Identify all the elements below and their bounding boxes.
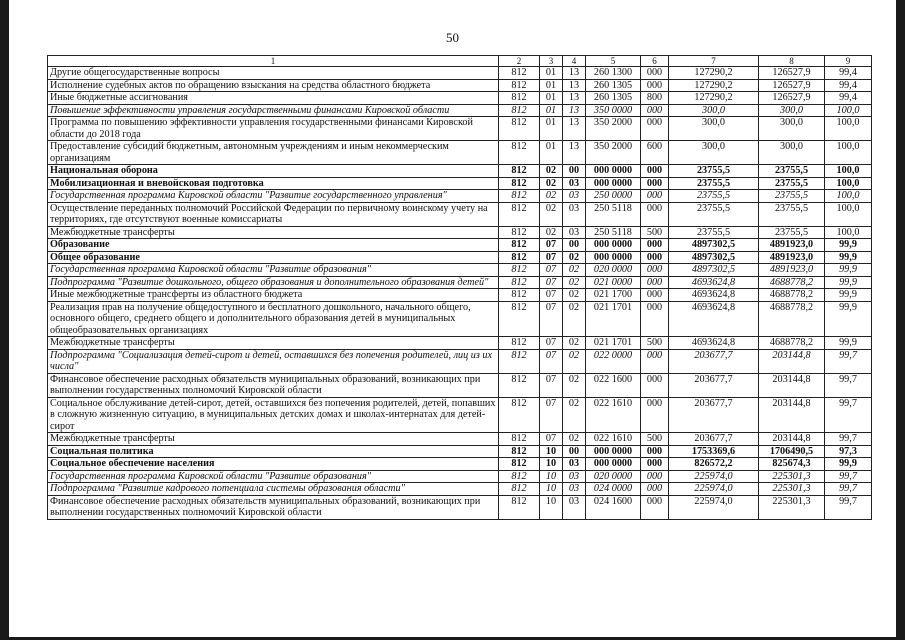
table-row — [48, 483, 872, 496]
executed-amount-cell: 203144,8 — [759, 349, 825, 373]
table-row — [48, 301, 872, 337]
execution-percent-cell: 100,0 — [825, 226, 872, 239]
execution-percent-cell: 99,7 — [825, 349, 872, 373]
execution-percent-cell: 100,0 — [825, 202, 872, 226]
expense-type-code-cell: 000 — [641, 202, 669, 226]
executed-amount-cell: 203144,8 — [759, 373, 825, 397]
row-name-cell: Подпрограмма "Развитие кадрового потенциала системы образования области" — [48, 483, 499, 496]
section-code-cell: 10 — [540, 470, 563, 483]
grbs-code-cell: 812 — [499, 373, 540, 397]
approved-amount-cell: 23755,5 — [669, 202, 759, 226]
target-item-code-cell: 260 1305 — [586, 79, 641, 92]
subsection-code-cell: 03 — [563, 202, 586, 226]
target-item-code-cell: 250 0000 — [586, 190, 641, 203]
grbs-code-cell: 812 — [499, 226, 540, 239]
execution-percent-cell: 99,7 — [825, 433, 872, 446]
section-code-cell: 02 — [540, 165, 563, 178]
executed-amount-cell: 300,0 — [759, 141, 825, 165]
row-name-cell: Социальное обеспечение населения — [48, 458, 499, 471]
approved-amount-cell: 300,0 — [669, 117, 759, 141]
execution-percent-cell: 100,0 — [825, 117, 872, 141]
section-code-cell: 01 — [540, 67, 563, 80]
subsection-code-cell: 13 — [563, 117, 586, 141]
execution-percent-cell: 100,0 — [825, 165, 872, 178]
expense-type-code-cell: 000 — [641, 483, 669, 496]
target-item-code-cell: 020 0000 — [586, 264, 641, 277]
target-item-code-cell: 000 0000 — [586, 445, 641, 458]
executed-amount-cell: 126527,9 — [759, 67, 825, 80]
row-name-cell: Программа по повышению эффективности управления государственными финансами Кировской области до 2018 года — [48, 117, 499, 141]
grbs-code-cell: 812 — [499, 445, 540, 458]
table-row — [48, 67, 872, 80]
row-name-cell: Государственная программа Кировской области "Развитие образования" — [48, 470, 499, 483]
subsection-code-cell: 02 — [563, 433, 586, 446]
subsection-code-cell: 02 — [563, 251, 586, 264]
table-row — [48, 251, 872, 264]
grbs-code-cell: 812 — [499, 79, 540, 92]
approved-amount-cell: 23755,5 — [669, 226, 759, 239]
target-item-code-cell: 021 1701 — [586, 301, 641, 337]
header-cell: 7 — [669, 56, 759, 67]
subsection-code-cell: 00 — [563, 239, 586, 252]
header-cell: 6 — [641, 56, 669, 67]
table-row — [48, 373, 872, 397]
expense-type-code-cell: 500 — [641, 337, 669, 350]
target-item-code-cell: 350 2000 — [586, 141, 641, 165]
execution-percent-cell: 99,7 — [825, 483, 872, 496]
execution-percent-cell: 99,4 — [825, 79, 872, 92]
grbs-code-cell: 812 — [499, 165, 540, 178]
header-cell: 8 — [759, 56, 825, 67]
section-code-cell: 01 — [540, 141, 563, 165]
execution-percent-cell: 99,7 — [825, 495, 872, 519]
subsection-code-cell: 03 — [563, 458, 586, 471]
executed-amount-cell: 4688778,2 — [759, 276, 825, 289]
target-item-code-cell: 022 0000 — [586, 349, 641, 373]
executed-amount-cell: 300,0 — [759, 104, 825, 117]
target-item-code-cell: 024 1600 — [586, 495, 641, 519]
table-row — [48, 289, 872, 302]
execution-percent-cell: 99,9 — [825, 264, 872, 277]
execution-percent-cell: 99,9 — [825, 239, 872, 252]
executed-amount-cell: 4688778,2 — [759, 301, 825, 337]
subsection-code-cell: 03 — [563, 190, 586, 203]
expense-type-code-cell: 000 — [641, 289, 669, 302]
approved-amount-cell: 23755,5 — [669, 165, 759, 178]
section-code-cell: 10 — [540, 483, 563, 496]
expense-type-code-cell: 000 — [641, 495, 669, 519]
target-item-code-cell: 350 2000 — [586, 117, 641, 141]
approved-amount-cell: 225974,0 — [669, 470, 759, 483]
grbs-code-cell: 812 — [499, 470, 540, 483]
approved-amount-cell: 127290,2 — [669, 79, 759, 92]
target-item-code-cell: 000 0000 — [586, 251, 641, 264]
row-name-cell: Межбюджетные трансферты — [48, 226, 499, 239]
grbs-code-cell: 812 — [499, 104, 540, 117]
table-row — [48, 239, 872, 252]
section-code-cell: 01 — [540, 92, 563, 105]
row-name-cell: Подпрограмма "Развитие дошкольного, общего образования и дополнительного образования детей" — [48, 276, 499, 289]
grbs-code-cell: 812 — [499, 276, 540, 289]
header-cell: 1 — [48, 56, 499, 67]
row-name-cell: Подпрограмма "Социализация детей-сирот и детей, оставшихся без попечения родителей, лиц из их числа" — [48, 349, 499, 373]
section-code-cell: 07 — [540, 301, 563, 337]
target-item-code-cell: 022 1610 — [586, 397, 641, 433]
subsection-code-cell: 13 — [563, 67, 586, 80]
executed-amount-cell: 225301,3 — [759, 495, 825, 519]
grbs-code-cell: 812 — [499, 117, 540, 141]
approved-amount-cell: 4693624,8 — [669, 276, 759, 289]
row-name-cell: Социальная политика — [48, 445, 499, 458]
approved-amount-cell: 4897302,5 — [669, 251, 759, 264]
expense-type-code-cell: 000 — [641, 301, 669, 337]
executed-amount-cell: 126527,9 — [759, 92, 825, 105]
section-code-cell: 02 — [540, 202, 563, 226]
table-row — [48, 458, 872, 471]
table-row — [48, 104, 872, 117]
execution-percent-cell: 100,0 — [825, 190, 872, 203]
subsection-code-cell: 03 — [563, 226, 586, 239]
row-name-cell: Межбюджетные трансферты — [48, 433, 499, 446]
row-name-cell: Иные бюджетные ассигнования — [48, 92, 499, 105]
subsection-code-cell: 13 — [563, 79, 586, 92]
executed-amount-cell: 23755,5 — [759, 202, 825, 226]
section-code-cell: 07 — [540, 397, 563, 433]
execution-percent-cell: 99,7 — [825, 470, 872, 483]
row-name-cell: Межбюджетные трансферты — [48, 337, 499, 350]
approved-amount-cell: 4897302,5 — [669, 239, 759, 252]
table-row — [48, 226, 872, 239]
target-item-code-cell: 000 0000 — [586, 458, 641, 471]
executed-amount-cell: 23755,5 — [759, 177, 825, 190]
expense-type-code-cell: 000 — [641, 251, 669, 264]
row-name-cell: Мобилизационная и вневойсковая подготовка — [48, 177, 499, 190]
executed-amount-cell: 4688778,2 — [759, 289, 825, 302]
subsection-code-cell: 00 — [563, 165, 586, 178]
approved-amount-cell: 203677,7 — [669, 349, 759, 373]
executed-amount-cell: 825674,3 — [759, 458, 825, 471]
approved-amount-cell: 1753369,6 — [669, 445, 759, 458]
expense-type-code-cell: 000 — [641, 79, 669, 92]
row-name-cell: Иные межбюджетные трансферты из областного бюджета — [48, 289, 499, 302]
budget-table — [47, 55, 872, 520]
grbs-code-cell: 812 — [499, 239, 540, 252]
row-name-cell: Общее образование — [48, 251, 499, 264]
section-code-cell: 02 — [540, 177, 563, 190]
subsection-code-cell: 02 — [563, 337, 586, 350]
expense-type-code-cell: 000 — [641, 165, 669, 178]
expense-type-code-cell: 500 — [641, 226, 669, 239]
execution-percent-cell: 99,9 — [825, 289, 872, 302]
target-item-code-cell: 021 1701 — [586, 337, 641, 350]
row-name-cell: Государственная программа Кировской области "Развитие образования" — [48, 264, 499, 277]
grbs-code-cell: 812 — [499, 190, 540, 203]
approved-amount-cell: 300,0 — [669, 141, 759, 165]
executed-amount-cell: 203144,8 — [759, 397, 825, 433]
section-code-cell: 07 — [540, 251, 563, 264]
section-code-cell: 07 — [540, 289, 563, 302]
execution-percent-cell: 99,7 — [825, 373, 872, 397]
header-cell: 2 — [499, 56, 540, 67]
execution-percent-cell: 99,9 — [825, 276, 872, 289]
grbs-code-cell: 812 — [499, 264, 540, 277]
table-row — [48, 433, 872, 446]
approved-amount-cell: 127290,2 — [669, 92, 759, 105]
grbs-code-cell: 812 — [499, 92, 540, 105]
grbs-code-cell: 812 — [499, 433, 540, 446]
target-item-code-cell: 021 1700 — [586, 289, 641, 302]
execution-percent-cell: 99,4 — [825, 67, 872, 80]
approved-amount-cell: 203677,7 — [669, 397, 759, 433]
approved-amount-cell: 4693624,8 — [669, 301, 759, 337]
table-row — [48, 445, 872, 458]
header-cell: 9 — [825, 56, 872, 67]
expense-type-code-cell: 000 — [641, 373, 669, 397]
table-row — [48, 165, 872, 178]
execution-percent-cell: 99,4 — [825, 92, 872, 105]
table-row — [48, 276, 872, 289]
executed-amount-cell: 23755,5 — [759, 165, 825, 178]
expense-type-code-cell: 000 — [641, 445, 669, 458]
grbs-code-cell: 812 — [499, 458, 540, 471]
grbs-code-cell: 812 — [499, 349, 540, 373]
target-item-code-cell: 250 5118 — [586, 202, 641, 226]
executed-amount-cell: 4688778,2 — [759, 337, 825, 350]
subsection-code-cell: 13 — [563, 141, 586, 165]
row-name-cell: Национальная оборона — [48, 165, 499, 178]
section-code-cell: 07 — [540, 373, 563, 397]
executed-amount-cell: 203144,8 — [759, 433, 825, 446]
row-name-cell: Повышение эффективности управления государственными финансами Кировской области — [48, 104, 499, 117]
target-item-code-cell: 024 0000 — [586, 483, 641, 496]
execution-percent-cell: 99,9 — [825, 337, 872, 350]
approved-amount-cell: 203677,7 — [669, 373, 759, 397]
target-item-code-cell: 022 1610 — [586, 433, 641, 446]
row-name-cell: Исполнение судебных актов по обращению взыскания на средства областного бюджета — [48, 79, 499, 92]
subsection-code-cell: 02 — [563, 373, 586, 397]
table-row — [48, 190, 872, 203]
target-item-code-cell: 260 1305 — [586, 92, 641, 105]
row-name-cell: Реализация прав на получение общедоступного и бесплатного дошкольного, начального общего, основного общего, среднего общего и дополнительного образования детей в муниципальных общеобразовательных организациях — [48, 301, 499, 337]
subsection-code-cell: 03 — [563, 470, 586, 483]
table-row — [48, 397, 872, 433]
approved-amount-cell: 127290,2 — [669, 67, 759, 80]
execution-percent-cell: 100,0 — [825, 104, 872, 117]
section-code-cell: 07 — [540, 349, 563, 373]
subsection-code-cell: 03 — [563, 495, 586, 519]
row-name-cell: Финансовое обеспечение расходных обязательств муниципальных образований, возникающих при выполнении государственных полномочий Кировской области — [48, 373, 499, 397]
subsection-code-cell: 02 — [563, 264, 586, 277]
row-name-cell: Государственная программа Кировской области "Развитие государственного управления" — [48, 190, 499, 203]
subsection-code-cell: 02 — [563, 301, 586, 337]
executed-amount-cell: 4891923,0 — [759, 264, 825, 277]
table-row — [48, 117, 872, 141]
subsection-code-cell: 02 — [563, 276, 586, 289]
target-item-code-cell: 000 0000 — [586, 177, 641, 190]
execution-percent-cell: 100,0 — [825, 141, 872, 165]
executed-amount-cell: 23755,5 — [759, 190, 825, 203]
executed-amount-cell: 1706490,5 — [759, 445, 825, 458]
table-row — [48, 337, 872, 350]
executed-amount-cell: 4891923,0 — [759, 251, 825, 264]
section-code-cell: 07 — [540, 433, 563, 446]
execution-percent-cell: 99,9 — [825, 301, 872, 337]
table-row — [48, 470, 872, 483]
grbs-code-cell: 812 — [499, 301, 540, 337]
table-row — [48, 79, 872, 92]
expense-type-code-cell: 800 — [641, 92, 669, 105]
target-item-code-cell: 260 1300 — [586, 67, 641, 80]
row-name-cell: Финансовое обеспечение расходных обязательств муниципальных образований, возникающих при выполнении государственных полномочий Кировской области — [48, 495, 499, 519]
table-row — [48, 349, 872, 373]
header-cell: 5 — [586, 56, 641, 67]
row-name-cell: Осуществление переданных полномочий Российской Федерации по первичному воинскому учету на территориях, где отсутствуют военные комиссариаты — [48, 202, 499, 226]
executed-amount-cell: 126527,9 — [759, 79, 825, 92]
grbs-code-cell: 812 — [499, 397, 540, 433]
section-code-cell: 10 — [540, 458, 563, 471]
executed-amount-cell: 225301,3 — [759, 470, 825, 483]
executed-amount-cell: 4891923,0 — [759, 239, 825, 252]
expense-type-code-cell: 000 — [641, 276, 669, 289]
subsection-code-cell: 02 — [563, 349, 586, 373]
header-cell: 3 — [540, 56, 563, 67]
grbs-code-cell: 812 — [499, 495, 540, 519]
header-cell: 4 — [563, 56, 586, 67]
expense-type-code-cell: 500 — [641, 433, 669, 446]
section-code-cell: 02 — [540, 226, 563, 239]
grbs-code-cell: 812 — [499, 67, 540, 80]
page-number: 50 — [446, 30, 459, 45]
grbs-code-cell: 812 — [499, 483, 540, 496]
execution-percent-cell: 100,0 — [825, 177, 872, 190]
expense-type-code-cell: 000 — [641, 117, 669, 141]
approved-amount-cell: 203677,7 — [669, 433, 759, 446]
table-row — [48, 264, 872, 277]
target-item-code-cell: 000 0000 — [586, 165, 641, 178]
section-code-cell: 10 — [540, 495, 563, 519]
target-item-code-cell: 000 0000 — [586, 239, 641, 252]
expense-type-code-cell: 600 — [641, 141, 669, 165]
expense-type-code-cell: 000 — [641, 67, 669, 80]
expense-type-code-cell: 000 — [641, 397, 669, 433]
table-row — [48, 202, 872, 226]
grbs-code-cell: 812 — [499, 141, 540, 165]
execution-percent-cell: 99,9 — [825, 458, 872, 471]
row-name-cell: Образование — [48, 239, 499, 252]
row-name-cell: Другие общегосударственные вопросы — [48, 67, 499, 80]
expense-type-code-cell: 000 — [641, 470, 669, 483]
scan-border-right — [896, 0, 905, 640]
table-row — [48, 495, 872, 519]
table-row — [48, 141, 872, 165]
subsection-code-cell: 13 — [563, 92, 586, 105]
execution-percent-cell: 97,3 — [825, 445, 872, 458]
approved-amount-cell: 225974,0 — [669, 483, 759, 496]
section-code-cell: 07 — [540, 239, 563, 252]
subsection-code-cell: 00 — [563, 445, 586, 458]
section-code-cell: 07 — [540, 337, 563, 350]
table-row — [48, 92, 872, 105]
expense-type-code-cell: 000 — [641, 264, 669, 277]
target-item-code-cell: 021 0000 — [586, 276, 641, 289]
header-row — [48, 56, 872, 67]
section-code-cell: 07 — [540, 264, 563, 277]
section-code-cell: 02 — [540, 190, 563, 203]
section-code-cell: 01 — [540, 104, 563, 117]
grbs-code-cell: 812 — [499, 337, 540, 350]
target-item-code-cell: 250 5118 — [586, 226, 641, 239]
expense-type-code-cell: 000 — [641, 349, 669, 373]
execution-percent-cell: 99,7 — [825, 397, 872, 433]
expense-type-code-cell: 000 — [641, 177, 669, 190]
approved-amount-cell: 4693624,8 — [669, 289, 759, 302]
execution-percent-cell: 99,9 — [825, 251, 872, 264]
row-name-cell: Предоставление субсидий бюджетным, автономным учреждениям и иным некоммерческим организациям — [48, 141, 499, 165]
subsection-code-cell: 13 — [563, 104, 586, 117]
expense-type-code-cell: 000 — [641, 190, 669, 203]
executed-amount-cell: 300,0 — [759, 117, 825, 141]
target-item-code-cell: 022 1600 — [586, 373, 641, 397]
grbs-code-cell: 812 — [499, 177, 540, 190]
grbs-code-cell: 812 — [499, 251, 540, 264]
target-item-code-cell: 350 0000 — [586, 104, 641, 117]
executed-amount-cell: 225301,3 — [759, 483, 825, 496]
subsection-code-cell: 02 — [563, 397, 586, 433]
subsection-code-cell: 02 — [563, 289, 586, 302]
approved-amount-cell: 23755,5 — [669, 190, 759, 203]
target-item-code-cell: 020 0000 — [586, 470, 641, 483]
approved-amount-cell: 23755,5 — [669, 177, 759, 190]
grbs-code-cell: 812 — [499, 289, 540, 302]
expense-type-code-cell: 000 — [641, 104, 669, 117]
row-name-cell: Социальное обслуживание детей-сирот, детей, оставшихся без попечения родителей, детей, попавших в сложную жизненную ситуацию, в муниципальных детских домах и школах-интернатах для детей-сирот — [48, 397, 499, 433]
scan-border-left — [0, 0, 9, 640]
expense-type-code-cell: 000 — [641, 239, 669, 252]
approved-amount-cell: 4693624,8 — [669, 337, 759, 350]
approved-amount-cell: 4897302,5 — [669, 264, 759, 277]
table-row — [48, 177, 872, 190]
grbs-code-cell: 812 — [499, 202, 540, 226]
executed-amount-cell: 23755,5 — [759, 226, 825, 239]
approved-amount-cell: 826572,2 — [669, 458, 759, 471]
section-code-cell: 10 — [540, 445, 563, 458]
expense-type-code-cell: 000 — [641, 458, 669, 471]
section-code-cell: 01 — [540, 117, 563, 141]
approved-amount-cell: 225974,0 — [669, 495, 759, 519]
approved-amount-cell: 300,0 — [669, 104, 759, 117]
subsection-code-cell: 03 — [563, 177, 586, 190]
section-code-cell: 07 — [540, 276, 563, 289]
section-code-cell: 01 — [540, 79, 563, 92]
subsection-code-cell: 03 — [563, 483, 586, 496]
